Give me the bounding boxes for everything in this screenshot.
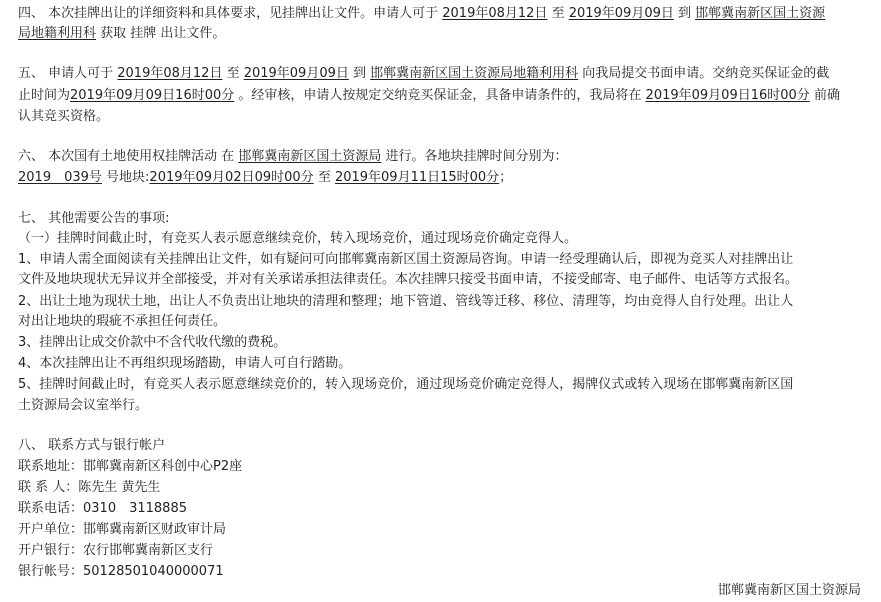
section6-line2 xyxy=(18,168,512,188)
org-name: 邯郸冀南新区国土资源 xyxy=(695,6,826,21)
text: ； xyxy=(499,170,513,185)
text: 五、 申请人可于 xyxy=(18,66,118,81)
org-name: 邯郸冀南新区国土资源局地籍利用科 xyxy=(370,66,579,81)
listing-start: 2019年09月02日09时00分 xyxy=(149,170,314,185)
section7-line: 3、挂牌出让成交价款中不含代收代缴的费税。 xyxy=(18,335,287,350)
section7-line: 对出让地块的瑕疵不承担任何责任。 xyxy=(18,314,227,329)
bank-account: 银行帐号：50128501040000071 xyxy=(18,564,224,579)
text: 至 xyxy=(547,6,569,21)
section5-line2 xyxy=(18,86,840,106)
deposit-deadline: 2019年09月09日16时00分 xyxy=(70,88,235,103)
confirm-deadline: 2019年09月09日16时00分 xyxy=(645,88,810,103)
bank-name: 开户银行：农行邯郸冀南新区支行 xyxy=(18,543,214,558)
text: 至 xyxy=(313,170,335,185)
text: 进行。各地块挂牌时间分别为： xyxy=(381,149,568,164)
text: 到 xyxy=(348,66,371,81)
text: 六、 本次国有土地使用权挂牌活动 在 xyxy=(18,149,239,164)
date-end: 2019年09月09日 xyxy=(243,66,349,81)
section4-line2 xyxy=(18,24,225,44)
text: 至 xyxy=(222,66,244,81)
text: 到 xyxy=(673,6,696,21)
parcel-number: 2019 039号 xyxy=(18,170,102,185)
section7-line: 2、出让土地为现状土地，出让人不负责出让地块的清理和整理；地下管道、管线等迁移、移位、清理等，均由竞得人自行处理。出让人 xyxy=(18,294,794,309)
contact-person: 联 系 人：陈先生 黄先生 xyxy=(18,480,161,495)
date-start: 2019年08月12日 xyxy=(117,66,223,81)
text: 号地块: xyxy=(101,170,150,185)
issuer-signature: 邯郸冀南新区国土资源局 xyxy=(717,583,861,598)
section5-line1 xyxy=(18,64,829,84)
text: 。经审核，申请人按规定交纳竞买保证金，具备申请条件的，我局将在 xyxy=(234,88,646,103)
org-name: 局地籍利用科 xyxy=(18,26,97,41)
section8-heading: 八、 联系方式与银行帐户 xyxy=(18,438,166,453)
contact-phone: 联系电话：0310 3118885 xyxy=(18,501,187,516)
section4-line1 xyxy=(18,4,825,24)
section7-line: 文件及地块现状无异议并全部接受，并对有关承诺承担法律责任。本次挂牌只接受书面申请，不接受邮寄、电子邮件、电话等方式报名。 xyxy=(18,272,799,287)
date-start: 2019年08月12日 xyxy=(442,6,548,21)
section7-line: 土资源局会议室举行。 xyxy=(18,398,149,413)
account-holder: 开户单位：邯郸冀南新区财政审计局 xyxy=(18,522,227,537)
section7-line: 4、本次挂牌出让不再组织现场踏勘，申请人可自行踏勘。 xyxy=(18,356,352,371)
section5-line3: 认其竞买资格。 xyxy=(18,109,110,124)
text: 向我局提交书面申请。交纳竞买保证金的截 xyxy=(578,66,830,81)
section7-heading: 七、 其他需要公告的事项: xyxy=(18,211,170,226)
text: 获取 挂牌 出让文件。 xyxy=(96,26,226,41)
section7-line: （一）挂牌时间截止时，有竞买人表示愿意继续竞价，转入现场竞价，通过现场竞价确定竞得人。 xyxy=(18,231,578,246)
text: 四、 本次挂牌出让的详细资料和具体要求，见挂牌出让文件。申请人可于 xyxy=(18,6,443,21)
text: 前确 xyxy=(809,88,840,103)
section6-line1 xyxy=(18,147,568,167)
section7-line: 5、挂牌时间截止时，有竞买人表示愿意继续竞价的，转入现场竞价，通过现场竞价确定竞得人，揭牌仪式或转入现场在邯郸冀南新区国 xyxy=(18,377,794,392)
section7-line: 1、申请人需全面阅读有关挂牌出让文件，如有疑问可向邯郸冀南新区国土资源局咨询。申请一经受理确认后，即视为竞买人对挂牌出让 xyxy=(18,252,794,267)
text: 止时间为 xyxy=(18,88,71,103)
date-end: 2019年09月09日 xyxy=(568,6,674,21)
contact-address: 联系地址：邯郸冀南新区科创中心P2座 xyxy=(18,459,243,474)
listing-end: 2019年09月11日15时00分 xyxy=(334,170,500,185)
org-name: 邯郸冀南新区国土资源局 xyxy=(238,149,382,164)
